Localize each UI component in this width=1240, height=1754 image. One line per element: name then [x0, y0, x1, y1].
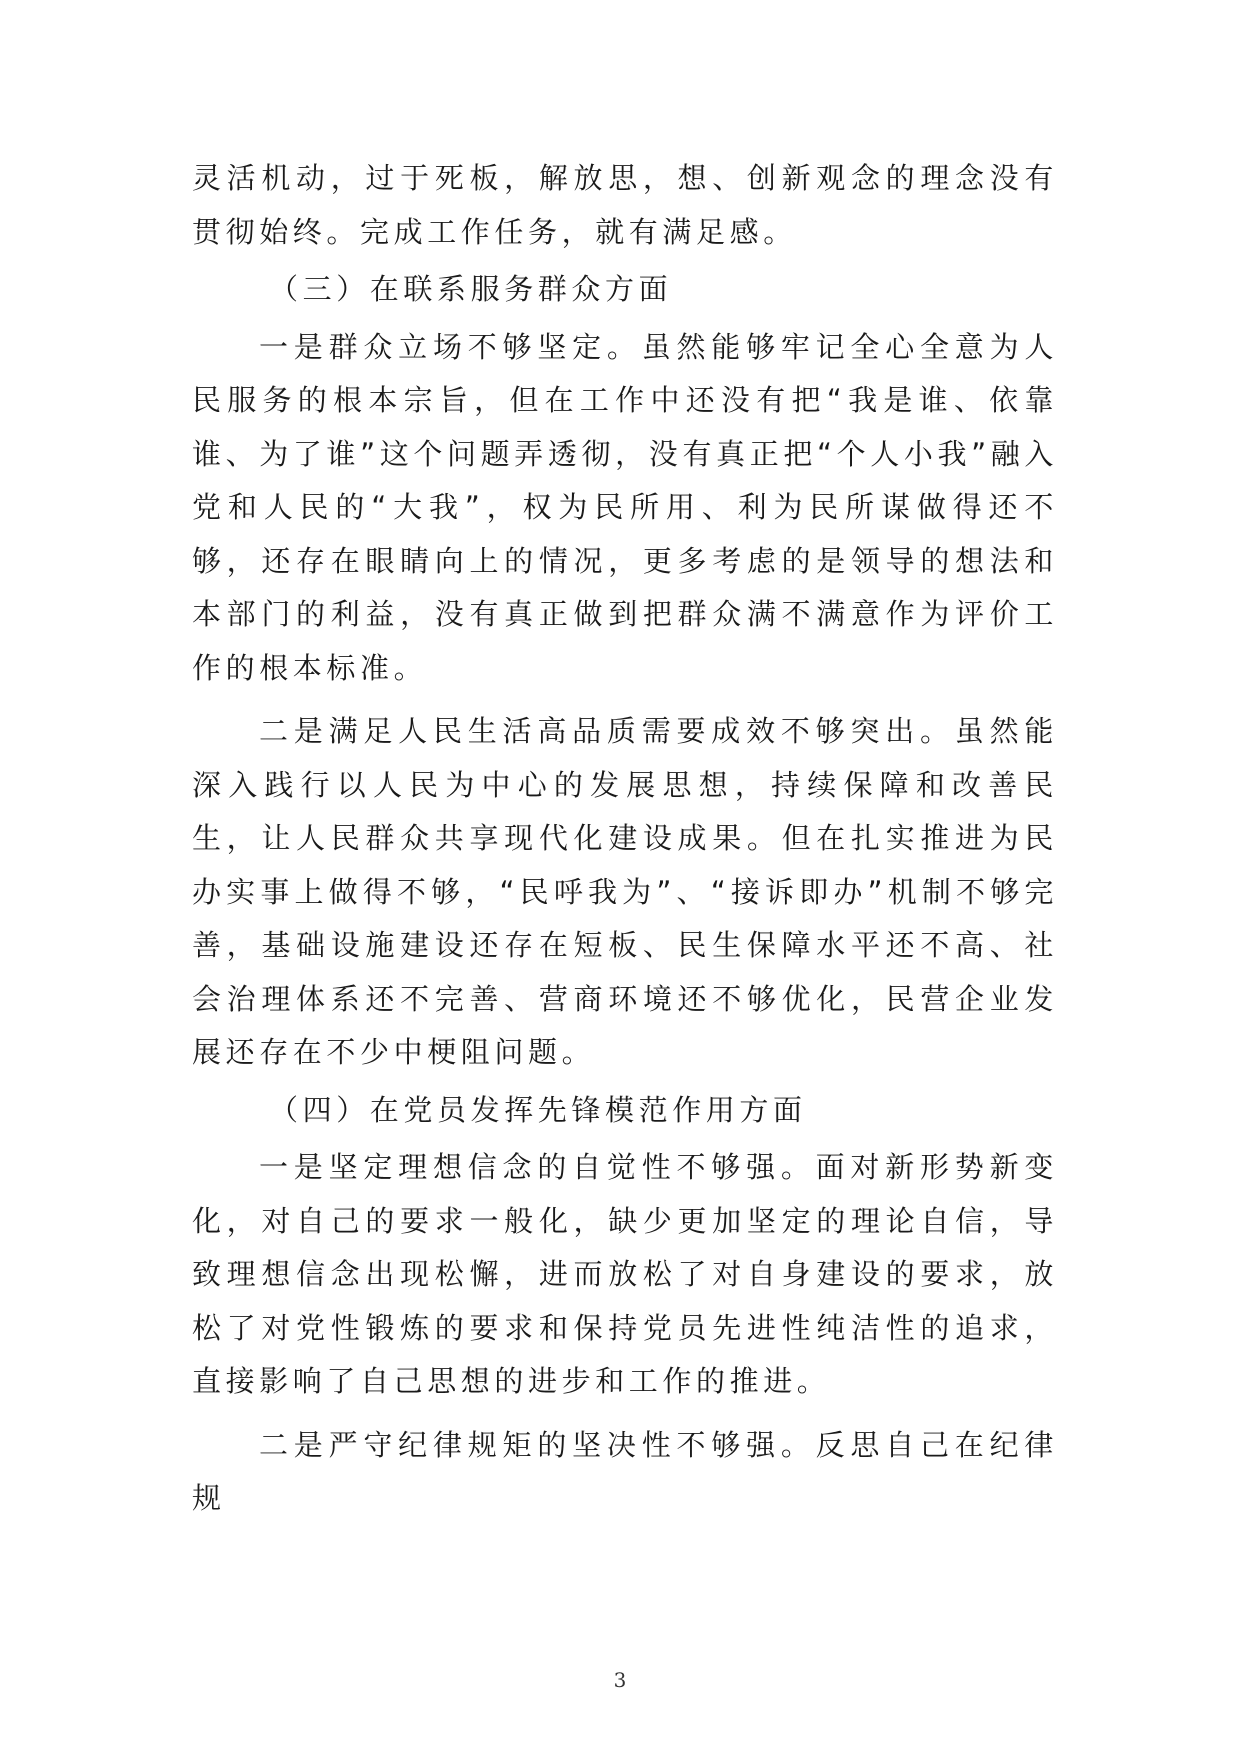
section-heading-four: （四）在党员发挥先锋模范作用方面 [269, 1092, 807, 1127]
page-number: 3 [613, 1668, 627, 1692]
section-heading-three: （三）在联系服务群众方面 [269, 272, 673, 306]
paragraph-discipline: 二是严守纪律规矩的坚决性不够强。反思自己在纪律规 [192, 1427, 1058, 1515]
paragraph-mass-stance: 一是群众立场不够坚定。虽然能够牢记全心全意为人民服务的根本宗旨，但在工作中还没有把“我是谁、依靠谁、为了谁”这个问题弄透彻，没有真正把“个人小我”融入党和人民的“大我”，权为民所用、利为民所谋做得还不够，还存在眼睛向上的情况，更多考虑的是领导的想法和本部门的利益，没有真正做到把群众满不满意作为评价工作的根本标准。 [192, 329, 1058, 685]
paragraph-ideals-belief: 一是坚定理想信念的自觉性不够强。面对新形势新变化，对自己的要求一般化，缺少更加坚定的理论自信，导致理想信念出现松懈，进而放松了对自身建设的要求，放松了对党性锻炼的要求和保持党员先进性纯洁性的追求，直接影响了自己思想的进步和工作的推进。 [192, 1150, 1058, 1398]
paragraph-people-needs: 二是满足人民生活高品质需要成效不够突出。虽然能深入践行以人民为中心的发展思想，持续保障和改善民生，让人民群众共享现代化建设成果。但在扎实推进为民办实事上做得不够，“民呼我为”、“接诉即办”机制不够完善，基础设施建设还存在短板、民生保障水平还不高、社会治理体系还不完善、营商环境还不够优化，民营企业发展还存在不少中梗阻问题。 [192, 714, 1058, 1069]
document-body [192, 152, 1058, 1526]
paragraph-continuation: 灵活机动，过于死板，解放思，想、创新观念的理念没有贯彻始终。完成工作任务，就有满足感。 [192, 161, 1058, 249]
